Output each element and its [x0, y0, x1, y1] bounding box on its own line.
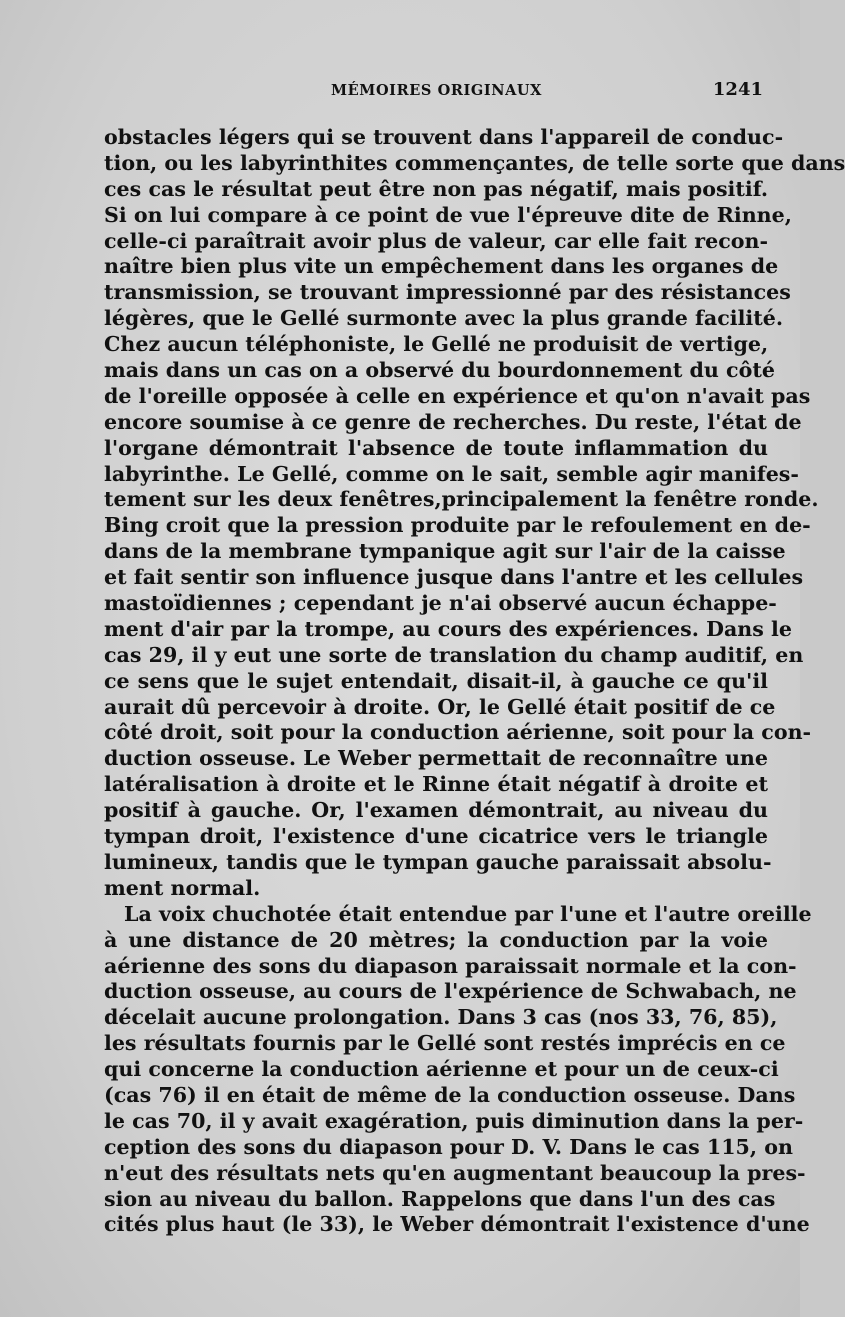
text-line: cas 29, il y eut une sorte de translation du champ auditif, en: [104, 642, 804, 667]
text-line: le cas 70, il y avait exagération, puis diminution dans la per-: [104, 1108, 804, 1133]
text-line: aurait dû percevoir à droite. Or, le Gellé était positif de ce: [104, 694, 776, 719]
text-line: (cas 76) il en était de même de la conduction osseuse. Dans: [104, 1082, 796, 1107]
text-line: tympan droit, l'existence d'une cicatrice vers le triangle: [104, 824, 768, 849]
body-text: [104, 125, 845, 1238]
text-line: côté droit, soit pour la conduction aérienne, soit pour la con-: [104, 720, 812, 745]
text-line: obstacles légers qui se trouvent dans l'appareil de conduc-: [104, 125, 784, 149]
text-line: mais dans un cas on a observé du bourdonnement du côté: [104, 358, 775, 383]
text-line: duction osseuse. Le Weber permettait de reconnaître une: [104, 746, 768, 771]
text-line: La voix chuchotée était entendue par l'une et l'autre oreille: [124, 901, 812, 926]
text-line: Chez aucun téléphoniste, le Gellé ne produisit de vertige,: [104, 332, 769, 357]
text-line: légères, que le Gellé surmonte avec la plus grande facilité.: [104, 306, 784, 331]
text-line: naître bien plus vite un empêchement dans les organes de: [104, 254, 779, 279]
text-line: à une distance de 20 mètres; la conduction par la voie: [104, 927, 768, 952]
text-line: l'organe démontrait l'absence de toute inflammation du: [104, 435, 768, 460]
page-header: [0, 79, 800, 105]
text-line: ces cas le résultat peut être non pas négatif, mais positif.: [104, 176, 768, 201]
text-line: les résultats fournis par le Gellé sont restés imprécis en ce: [104, 1031, 786, 1056]
text-line: aérienne des sons du diapason paraissait normale et la con-: [104, 953, 797, 978]
text-line: ment normal.: [104, 875, 261, 900]
text-line: tement sur les deux fenêtres,principalement la fenêtre ronde.: [104, 487, 819, 512]
text-line: dans de la membrane tympanique agit sur l'air de la caisse: [104, 539, 786, 564]
text-line: celle-ci paraîtrait avoir plus de valeur, car elle fait recon-: [104, 228, 768, 253]
text-line: et fait sentir son influence jusque dans l'antre et les cellules: [104, 565, 804, 590]
text-line: ce sens que le sujet entendait, disait-il, à gauche ce qu'il: [104, 668, 768, 693]
text-line: tion, ou les labyrinthites commençantes, de telle sorte que dans: [104, 150, 845, 175]
running-title: MÉMOIRES ORIGINAUX: [331, 82, 543, 99]
text-line: encore soumise à ce genre de recherches. Du reste, l'état de: [104, 409, 802, 434]
text-line: ment d'air par la trompe, au cours des expériences. Dans le: [104, 616, 792, 641]
text-line: lumineux, tandis que le tympan gauche paraissait absolu-: [104, 849, 772, 874]
text-line: Si on lui compare à ce point de vue l'épreuve dite de Rinne,: [104, 202, 792, 227]
text-line: sion au niveau du ballon. Rappelons que dans l'un des cas: [104, 1186, 776, 1211]
text-line: positif à gauche. Or, l'examen démontrait, au niveau du: [104, 798, 768, 823]
text-line: transmission, se trouvant impressionné par des résistances: [104, 280, 791, 305]
text-line: de l'oreille opposée à celle en expérience et qu'on n'avait pas: [104, 383, 811, 408]
text-line: latéralisation à droite et le Rinne était négatif à droite et: [104, 772, 768, 797]
text-line: n'eut des résultats nets qu'en augmentant beaucoup la pres-: [104, 1160, 806, 1185]
text-line: cités plus haut (le 33), le Weber démontrait l'existence d'une: [104, 1212, 810, 1237]
text-line: duction osseuse, au cours de l'expérience de Schwabach, ne: [104, 979, 797, 1004]
text-line: Bing croit que la pression produite par le refoulement en de-: [104, 513, 811, 538]
text-line: mastoïdiennes ; cependant je n'ai observé aucun échappe-: [104, 591, 777, 616]
text-line: ception des sons du diapason pour D. V. Dans le cas 115, on: [104, 1134, 793, 1159]
page-number: 1241: [712, 79, 763, 100]
text-line: décelait aucune prolongation. Dans 3 cas (nos 33, 76, 85),: [104, 1005, 778, 1030]
text-line: labyrinthe. Le Gellé, comme on le sait, semble agir manifes-: [104, 461, 799, 486]
text-line: qui concerne la conduction aérienne et pour un de ceux-ci: [104, 1057, 779, 1082]
